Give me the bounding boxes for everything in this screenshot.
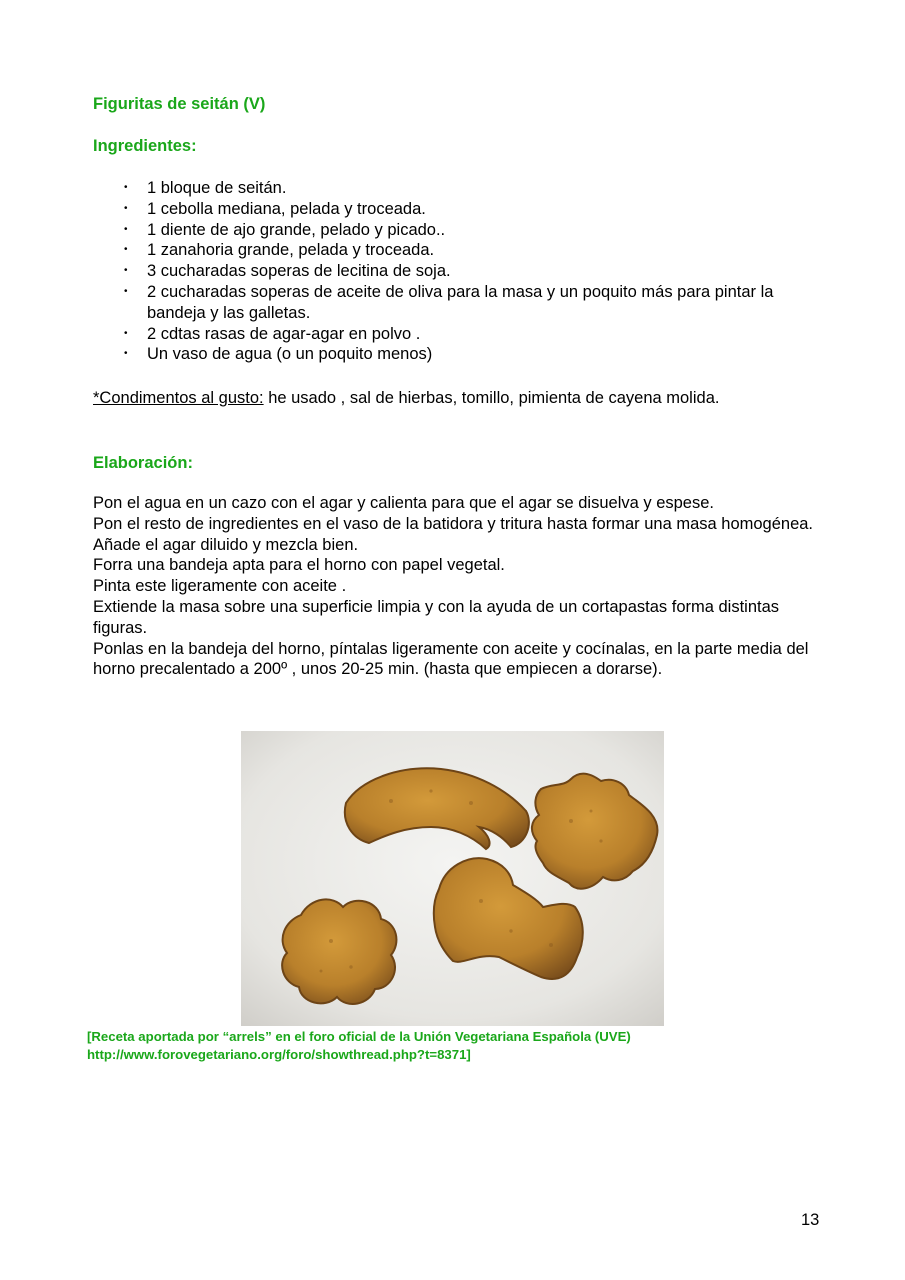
- step-paragraph: Pon el resto de ingredientes en el vaso de la batidora y tritura hasta formar una masa homogénea.: [93, 514, 814, 533]
- step-paragraph: Forra una bandeja apta para el horno con papel vegetal.: [93, 556, 505, 575]
- recipe-title: Figuritas de seitán (V): [93, 95, 266, 113]
- ingredients-heading: Ingredientes:: [93, 137, 197, 155]
- step-paragraph: Ponlas en la bandeja del horno, píntalas ligeramente con aceite y cocínalas, en la parte media del horno precalentado a 200º , unos 20-25 min. (hasta que empiecen a dorarse).: [93, 639, 809, 679]
- bullet-icon: •: [124, 327, 128, 339]
- list-item: • 1 zanahoria grande, pelada y troceada.: [124, 241, 435, 260]
- list-item: • 1 diente de ajo grande, pelado y picado..: [124, 220, 446, 239]
- bullet-icon: •: [124, 182, 128, 193]
- credit-url: http://www.forovegetariano.org/foro/showthread.php?t=8371]: [87, 1046, 471, 1062]
- step-paragraph: Pon el agua en un cazo con el agar y calienta para que el agar se disuelva y espese.: [93, 494, 714, 512]
- seitan-cookies-photo: [241, 731, 664, 1026]
- condiments-text: he usado , sal de hierbas, tomillo, pimienta de cayena molida.: [263, 389, 720, 407]
- credit-line: [Receta aportada por “arrels” en el foro oficial de la Unión Vegetariana Española (UVE): [87, 1029, 631, 1044]
- recipe-credit: [87, 1028, 631, 1063]
- list-item: • 1 cebolla mediana, pelada y troceada.: [124, 199, 426, 218]
- list-item: • Un vaso de agua (o un poquito menos): [124, 345, 433, 364]
- list-item: • 3 cucharadas soperas de lecitina de soja.: [124, 262, 451, 281]
- elaboration-steps: [93, 493, 823, 680]
- flower-cookie-shape: [282, 899, 396, 1004]
- elaboration-heading: Elaboración:: [93, 454, 193, 472]
- bullet-icon: •: [124, 285, 128, 297]
- step-paragraph: Extiende la masa sobre una superficie limpia y con la ayuda de un cortapastas forma distintas figuras.: [93, 597, 780, 637]
- bullet-icon: •: [124, 348, 128, 360]
- condiments-label: *Condimentos al gusto:: [93, 389, 264, 407]
- bullet-icon: •: [124, 265, 128, 277]
- list-item: • 1 bloque de seitán.: [124, 179, 287, 197]
- list-item: • 2 cucharadas soperas de aceite de oliva para la masa y un poquito más para pintar la bandeja y las galletas.: [124, 282, 774, 322]
- condiments-line: [93, 388, 853, 409]
- step-paragraph: Pinta este ligeramente con aceite .: [93, 577, 347, 596]
- bullet-icon: •: [124, 223, 128, 235]
- ingredients-list: [93, 178, 813, 365]
- step-paragraph: Añade el agar diluido y mezcla bien.: [93, 535, 359, 554]
- list-item: • 2 cdtas rasas de agar-agar en polvo .: [124, 324, 421, 343]
- page-number: 13: [801, 1211, 820, 1229]
- bullet-icon: •: [124, 244, 128, 256]
- bullet-icon: •: [124, 202, 128, 214]
